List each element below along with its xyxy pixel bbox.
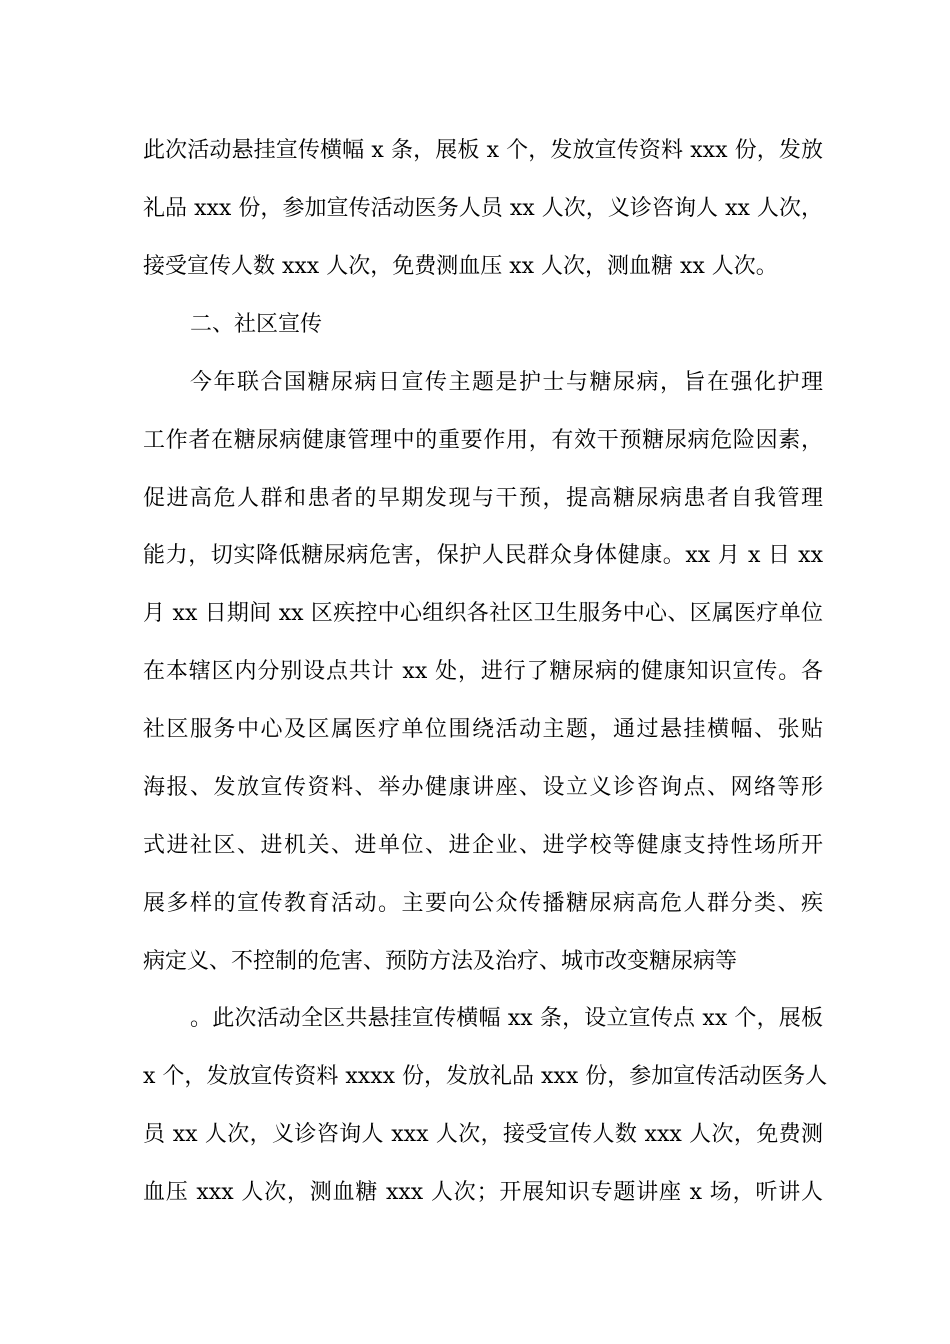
text-line: 病定义、不控制的危害、预防方法及治疗、城市改变糖尿病等 bbox=[143, 949, 738, 974]
text-line: 工作者在糖尿病健康管理中的重要作用，有效干预糖尿病危险因素， bbox=[143, 428, 823, 453]
text-line: 血压 xxx 人次，测血糖 xxx 人次；开展知识专题讲座 x 场，听讲人 bbox=[143, 1180, 823, 1205]
text-line: x 个，发放宣传资料 xxxx 份，发放礼品 xxx 份，参加宣传活动医务人 bbox=[143, 1064, 828, 1089]
text-line: 促进高危人群和患者的早期发现与干预，提高糖尿病患者自我管理 bbox=[143, 486, 823, 511]
text-line: 式进社区、进机关、进单位、进企业、进学校等健康支持性场所开 bbox=[143, 833, 823, 858]
text-line: 接受宣传人数 xxx 人次，免费测血压 xx 人次，测血糖 xx 人次。 bbox=[143, 254, 778, 279]
text-line: 员 xx 人次，义诊咨询人 xxx 人次，接受宣传人数 xxx 人次，免费测 bbox=[143, 1122, 823, 1147]
text-line: 月 xx 日期间 xx 区疾控中心组织各社区卫生服务中心、区属医疗单位 bbox=[143, 601, 823, 626]
section-heading: 二、社区宣传 bbox=[190, 312, 323, 337]
text-line: 此次活动悬挂宣传横幅 x 条，展板 x 个，发放宣传资料 xxx 份，发放 bbox=[143, 138, 823, 163]
text-line: 在本辖区内分别设点共计 xx 处，进行了糖尿病的健康知识宣传。各 bbox=[143, 659, 823, 684]
text-line: 社区服务中心及区属医疗单位围绕活动主题，通过悬挂横幅、张贴 bbox=[143, 717, 823, 742]
text-line: 今年联合国糖尿病日宣传主题是护士与糖尿病，旨在强化护理 bbox=[190, 370, 823, 395]
text-line: 海报、发放宣传资料、举办健康讲座、设立义诊咨询点、网络等形 bbox=[143, 775, 823, 800]
text-line: 展多样的宣传教育活动。主要向公众传播糖尿病高危人群分类、疾 bbox=[143, 891, 823, 916]
text-line: 能力，切实降低糖尿病危害，保护人民群众身体健康。xx 月 x 日 xx bbox=[143, 543, 823, 568]
text-line: 。此次活动全区共悬挂宣传横幅 xx 条，设立宣传点 xx 个，展板 bbox=[190, 1006, 823, 1031]
text-line: 礼品 xxx 份，参加宣传活动医务人员 xx 人次，义诊咨询人 xx 人次， bbox=[143, 196, 823, 221]
